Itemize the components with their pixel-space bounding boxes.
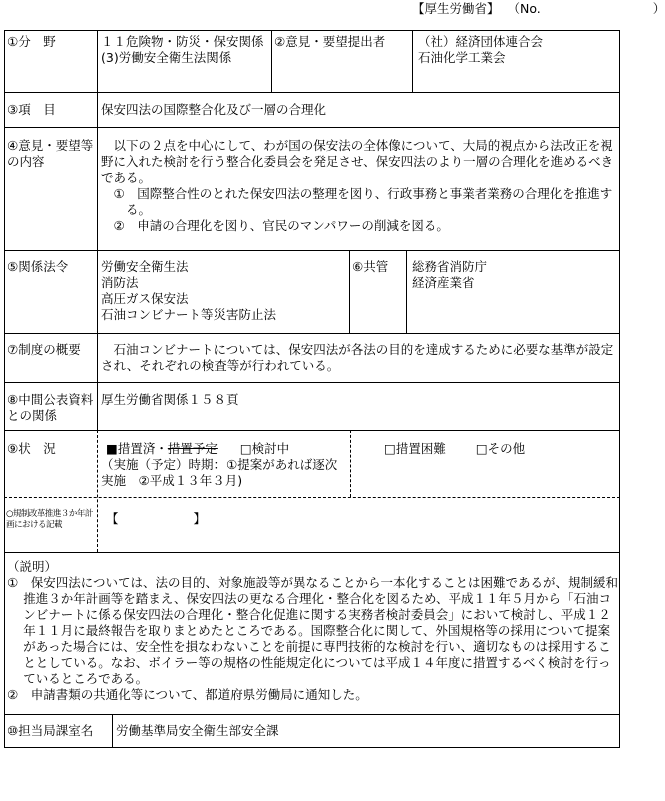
explanation-title: （説明） [7,559,58,574]
request-content [101,138,617,234]
column-dash [97,430,98,552]
status-label: ⑨状 況 [7,441,56,456]
difficult-label: 措置困難 [395,441,446,456]
number-label: （No. [507,1,541,16]
column-line [271,30,272,92]
department-value: 労働基準局安全衛生部安全課 [116,723,279,738]
planned-label: 措置予定 [167,441,218,456]
column-line [406,250,407,333]
interim-label: ⑧中間公表資料との関係 [7,392,94,423]
done-label: 措置済・ [117,441,168,456]
law-item: 石油コンビナート等災害防止法 [101,307,277,322]
number-close: ） [652,1,665,16]
explanation-paragraph: ① 保安四法については、法の目的、対象施設等が異なることから一本化することは困難であるが、規制緩和推進３か年計画等を踏まえ、保安四法の更なる合理化・整合化を図るため、平成１１年５月から「石油コンビナートに係る保安四法の合理化・整合化促進に関する実務者検討委員会」において検討し、平成１２年１１月に最終報告を取りまとめたところである。国際整合化に関して、外国規格等の採用について提案があった場合には、安全性を損なわないことを前提に専門技術的な検討を行い、適切なものは採用することとしている。なお、ボイラー等の規格の性能規定化については平成１４年度に措置するべく検討を行っているところである。 [7,575,618,686]
law-item: 労働安全衛生法 [101,259,189,274]
other-checkbox: □ [475,441,488,456]
field-label: ①分 野 [7,34,56,49]
review-checkbox: □ [239,441,252,456]
submitter-label: ②意見・要望提出者 [274,34,386,49]
joint-item: 経済産業省 [412,275,475,290]
plan-label: ○規制改革推進３か年計画における記載 [6,509,93,530]
request-item: ② 申請の合理化を図り、官民のマンパワーの削減を図る。 [113,218,449,233]
explanation-paragraph: ② 申請書類の共通化等について、都道府県労働局に通知した。 [7,687,368,702]
done-checkbox: ■ [106,441,118,456]
column-dash [350,430,351,497]
submitter-value [418,34,616,66]
divider [4,714,620,715]
divider [4,552,620,553]
joint-label: ⑥共管 [352,259,389,274]
submitter-line: （社）経済団体連合会 [418,34,544,49]
interim-value: 厚生労働省関係１５８頁 [101,392,239,407]
explanation [7,559,618,703]
column-line [412,30,413,92]
laws-list [101,259,347,323]
request-label: ④意見・要望等の内容 [7,138,94,169]
department-label: ⑩担当局課室名 [7,723,94,738]
law-item: 高圧ガス保安法 [101,291,189,306]
submitter-line: 石油化学工業会 [418,50,506,65]
field-line: (3)労働安全衛生法関係 [101,50,232,65]
timing-value: （実施（予定）時期：①提案があれば逐次実施 ②平成１３年３月) [101,457,338,488]
review-label: 検討中 [251,441,290,456]
status-line-right [384,441,616,457]
field-value [101,34,269,66]
field-line: １１危険物・防災・保安関係 [101,34,264,49]
difficult-checkbox: □ [384,441,396,456]
ministry-header [412,1,665,17]
item-value: 保安四法の国際整合化及び一層の合理化 [101,102,327,117]
request-item: ① 国際整合性のとれた保安四法の整理を図り、行政事務と事業者業務の合理化を推進する。 [113,186,613,217]
column-line [97,30,98,430]
item-label: ③項 目 [7,102,56,117]
joint-list [412,259,616,291]
system-label: ⑦制度の概要 [7,342,81,357]
law-item: 消防法 [101,275,139,290]
other-label: その他 [487,441,526,456]
column-line [112,714,113,748]
request-intro: 以下の２点を中心にして、わが国の保安法の全体像について、大局的視点から法改正を視野に入れた検討を行う整合化委員会を発足させ、保安四法のより一層の合理化を進めるべきである。 [101,138,614,185]
laws-label: ⑤関係法令 [7,259,69,274]
column-line [349,250,350,333]
status-line [106,441,348,457]
system-value: 石油コンビナートについては、保安四法が各法の目的を達成するために必要な基準が設定され、それぞれの検査等が行われている。 [101,342,614,373]
ministry-tag: 【厚生労働省】 [412,1,500,16]
joint-item: 総務省消防庁 [412,259,488,274]
plan-value: 【 】 [106,511,207,526]
